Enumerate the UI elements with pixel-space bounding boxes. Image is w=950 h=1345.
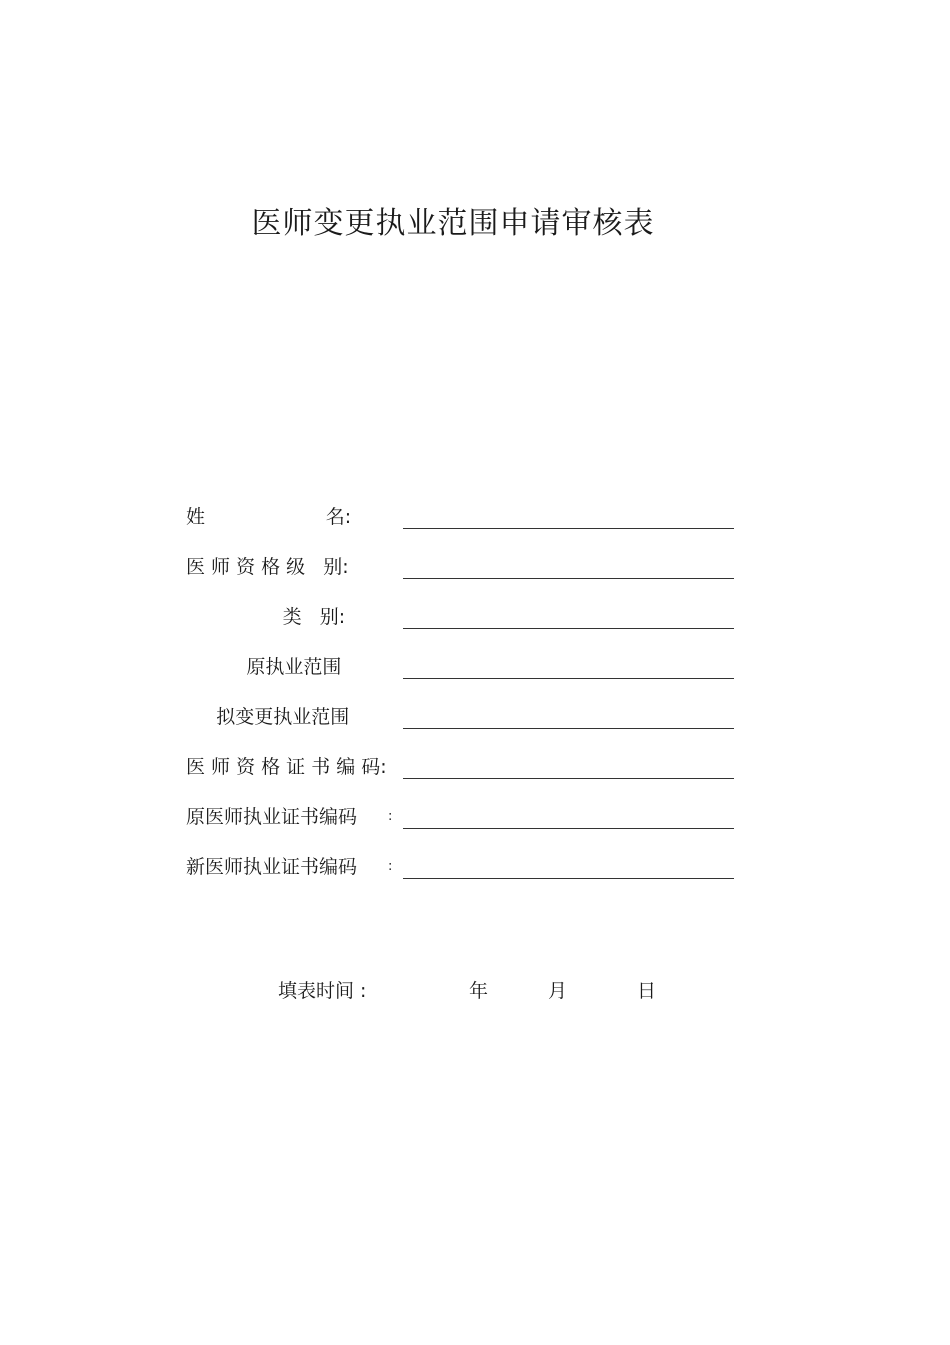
field-original-scope: [186, 652, 734, 682]
field-name-label: 姓 名:: [186, 506, 352, 528]
field-proposed-scope-input-line[interactable]: [403, 728, 734, 729]
field-qualification-level-label: 医 师 资 格 级 别:: [186, 556, 349, 578]
field-new-practice-cert-code-colon: :: [388, 859, 393, 874]
field-original-practice-cert-code-input-line[interactable]: [403, 828, 734, 829]
field-category: [186, 602, 734, 632]
field-qualification-level: [186, 552, 734, 582]
field-name: [186, 502, 734, 532]
field-new-practice-cert-code-label: 新医师执业证书编码: [186, 856, 358, 878]
field-qualification-cert-code: [186, 752, 734, 782]
field-new-practice-cert-code: [186, 852, 734, 882]
fill-date-row: [0, 976, 950, 1006]
field-qualification-cert-code-label: 医 师 资 格 证 书 编 码:: [186, 756, 387, 778]
fill-date-month: 月: [548, 980, 568, 1002]
field-proposed-scope-label: 拟变更执业范围: [186, 706, 350, 728]
field-original-scope-label: 原执业范围: [186, 656, 342, 678]
field-proposed-scope: [186, 702, 734, 732]
field-qualification-cert-code-input-line[interactable]: [403, 778, 734, 779]
field-new-practice-cert-code-input-line[interactable]: [403, 878, 734, 879]
field-original-practice-cert-code: [186, 802, 734, 832]
field-original-practice-cert-code-label: 原医师执业证书编码: [186, 806, 358, 828]
fill-date-label: 填表时间 :: [278, 980, 367, 1002]
fill-date-day: 日: [637, 980, 657, 1002]
field-category-input-line[interactable]: [403, 628, 734, 629]
field-original-scope-input-line[interactable]: [403, 678, 734, 679]
form-title: 医师变更执业范围申请审核表: [251, 206, 655, 241]
field-qualification-level-input-line[interactable]: [403, 578, 734, 579]
field-category-label: 类 别:: [186, 606, 346, 628]
fill-date-year: 年: [469, 980, 489, 1002]
field-original-practice-cert-code-colon: :: [388, 809, 393, 824]
field-name-input-line[interactable]: [403, 528, 734, 529]
